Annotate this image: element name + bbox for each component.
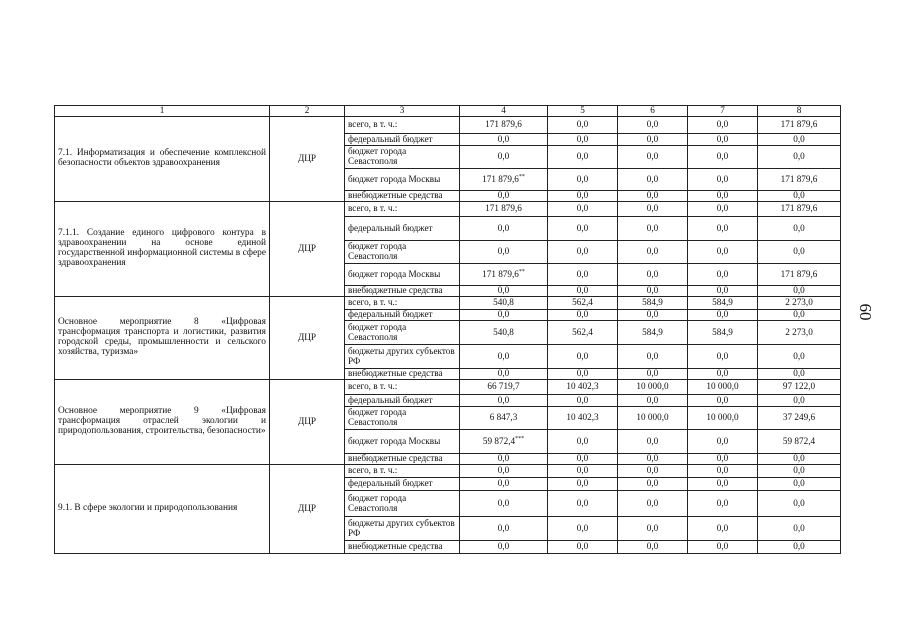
executor: ДЦР xyxy=(270,380,345,465)
amount-cell: 0,0 xyxy=(758,286,841,297)
amount-cell: 2 273,0 xyxy=(758,297,841,310)
funding-source: внебюджетные средства xyxy=(345,191,460,202)
table-row xyxy=(55,380,841,395)
amount-cell: 0,0 xyxy=(460,395,548,407)
funding-source: бюджеты других субъектов РФ xyxy=(345,517,460,541)
column-header: 6 xyxy=(618,106,688,117)
amount-cell: 0,0 xyxy=(758,395,841,407)
funding-source: федеральный бюджет xyxy=(345,478,460,491)
amount-cell: 0,0 xyxy=(688,345,758,369)
funding-source: бюджет города Севастополя xyxy=(345,407,460,430)
amount-cell: 0,0 xyxy=(460,491,548,517)
amount-cell: 0,0 xyxy=(548,146,618,169)
amount-cell: 0,0 xyxy=(460,134,548,146)
funding-source: внебюджетные средства xyxy=(345,369,460,380)
amount-cell: 0,0 xyxy=(688,286,758,297)
amount-cell: 59 872,4*** xyxy=(460,430,548,454)
amount-cell: 540,8 xyxy=(460,297,548,310)
amount-cell: 0,0 xyxy=(758,191,841,202)
amount-cell: 10 000,0 xyxy=(688,380,758,395)
amount-cell: 2 273,0 xyxy=(758,321,841,345)
amount-cell: 0,0 xyxy=(688,264,758,286)
funding-source: всего, в т. ч.: xyxy=(345,380,460,395)
amount-cell: 171 879,6 xyxy=(758,202,841,217)
amount-cell: 171 879,6** xyxy=(460,264,548,286)
amount-cell: 0,0 xyxy=(618,241,688,264)
amount-cell: 0,0 xyxy=(688,369,758,380)
funding-source: федеральный бюджет xyxy=(345,395,460,407)
amount-cell: 0,0 xyxy=(460,478,548,491)
program-name: Основное мероприятие 9 «Цифровая трансформация отраслей экологии и природопользования, строительства, безопасности» xyxy=(55,380,270,465)
funding-source: бюджет города Севастополя xyxy=(345,321,460,345)
column-header: 4 xyxy=(460,106,548,117)
amount-cell: 0,0 xyxy=(688,465,758,478)
amount-cell: 0,0 xyxy=(460,541,548,554)
table-row xyxy=(55,117,841,134)
amount-cell: 0,0 xyxy=(688,478,758,491)
amount-cell: 0,0 xyxy=(460,465,548,478)
amount-cell: 0,0 xyxy=(618,169,688,191)
funding-source: бюджет города Москвы xyxy=(345,264,460,286)
amount-cell: 0,0 xyxy=(688,241,758,264)
column-header: 1 xyxy=(55,106,270,117)
amount-cell: 0,0 xyxy=(758,310,841,321)
amount-cell: 0,0 xyxy=(460,517,548,541)
amount-cell: 0,0 xyxy=(688,134,758,146)
amount-cell: 0,0 xyxy=(548,478,618,491)
program-name: 9.1. В сфере экологии и природопользования xyxy=(55,465,270,554)
amount-cell: 0,0 xyxy=(618,310,688,321)
amount-cell: 0,0 xyxy=(758,517,841,541)
amount-cell: 0,0 xyxy=(460,146,548,169)
funding-source: всего, в т. ч.: xyxy=(345,117,460,134)
amount-cell: 0,0 xyxy=(548,134,618,146)
amount-cell: 0,0 xyxy=(548,345,618,369)
column-header: 8 xyxy=(758,106,841,117)
amount-cell: 37 249,6 xyxy=(758,407,841,430)
funding-source: внебюджетные средства xyxy=(345,286,460,297)
amount-cell: 0,0 xyxy=(688,146,758,169)
amount-cell: 0,0 xyxy=(618,134,688,146)
amount-cell: 0,0 xyxy=(618,369,688,380)
amount-cell: 0,0 xyxy=(548,395,618,407)
amount-cell: 0,0 xyxy=(548,310,618,321)
amount-cell: 0,0 xyxy=(618,478,688,491)
amount-cell: 562,4 xyxy=(548,321,618,345)
amount-cell: 0,0 xyxy=(460,286,548,297)
amount-cell: 0,0 xyxy=(548,117,618,134)
amount-cell: 0,0 xyxy=(618,430,688,454)
funding-source: внебюджетные средства xyxy=(345,541,460,554)
amount-cell: 97 122,0 xyxy=(758,380,841,395)
column-header: 7 xyxy=(688,106,758,117)
amount-cell: 10 000,0 xyxy=(618,380,688,395)
funding-source: всего, в т. ч.: xyxy=(345,465,460,478)
amount-cell: 540,8 xyxy=(460,321,548,345)
amount-cell: 0,0 xyxy=(548,454,618,465)
amount-cell: 0,0 xyxy=(688,202,758,217)
amount-cell: 584,9 xyxy=(618,321,688,345)
amount-cell: 0,0 xyxy=(460,345,548,369)
footnote-mark: ** xyxy=(518,269,525,276)
document-sheet xyxy=(54,105,840,611)
amount-cell: 0,0 xyxy=(758,478,841,491)
amount-cell: 0,0 xyxy=(618,395,688,407)
funding-source: всего, в т. ч.: xyxy=(345,202,460,217)
amount-cell: 584,9 xyxy=(618,297,688,310)
amount-cell: 171 879,6 xyxy=(758,169,841,191)
amount-cell: 562,4 xyxy=(548,297,618,310)
executor: ДЦР xyxy=(270,117,345,202)
amount-cell: 0,0 xyxy=(688,169,758,191)
amount-cell: 0,0 xyxy=(548,465,618,478)
funding-source: бюджет города Севастополя xyxy=(345,491,460,517)
amount-cell: 0,0 xyxy=(618,217,688,241)
amount-cell: 0,0 xyxy=(548,430,618,454)
amount-cell: 0,0 xyxy=(548,369,618,380)
amount-cell: 66 719,7 xyxy=(460,380,548,395)
amount-cell: 0,0 xyxy=(460,310,548,321)
amount-cell: 0,0 xyxy=(758,146,841,169)
amount-cell: 0,0 xyxy=(548,169,618,191)
program-name: 7.1.1. Создание единого цифрового контура в здравоохранении на основе единой государственной информационной системы в сфере здравоохранения xyxy=(55,202,270,297)
amount-cell: 171 879,6 xyxy=(460,202,548,217)
amount-cell: 171 879,6 xyxy=(758,264,841,286)
amount-cell: 0,0 xyxy=(688,310,758,321)
executor: ДЦР xyxy=(270,202,345,297)
column-header: 2 xyxy=(270,106,345,117)
executor: ДЦР xyxy=(270,465,345,554)
amount-cell: 10 000,0 xyxy=(618,407,688,430)
amount-cell: 0,0 xyxy=(618,454,688,465)
amount-cell: 0,0 xyxy=(688,541,758,554)
amount-cell: 0,0 xyxy=(688,517,758,541)
funding-source: бюджет города Севастополя xyxy=(345,146,460,169)
program-name: 7.1. Информатизация и обеспечение комплексной безопасности объектов здравоохранения xyxy=(55,117,270,202)
amount-cell: 0,0 xyxy=(618,517,688,541)
amount-cell: 0,0 xyxy=(548,286,618,297)
amount-cell: 0,0 xyxy=(548,217,618,241)
amount-cell: 171 879,6 xyxy=(460,117,548,134)
amount-cell: 0,0 xyxy=(460,241,548,264)
amount-cell: 0,0 xyxy=(758,369,841,380)
amount-cell: 0,0 xyxy=(548,264,618,286)
amount-cell: 0,0 xyxy=(688,217,758,241)
amount-cell: 0,0 xyxy=(618,146,688,169)
amount-cell: 0,0 xyxy=(688,454,758,465)
amount-cell: 584,9 xyxy=(688,321,758,345)
funding-source: всего, в т. ч.: xyxy=(345,297,460,310)
executor: ДЦР xyxy=(270,297,345,380)
funding-source: федеральный бюджет xyxy=(345,217,460,241)
amount-cell: 0,0 xyxy=(460,454,548,465)
amount-cell: 0,0 xyxy=(618,541,688,554)
amount-cell: 0,0 xyxy=(618,202,688,217)
amount-cell: 0,0 xyxy=(688,430,758,454)
amount-cell: 0,0 xyxy=(758,454,841,465)
funding-source: бюджеты других субъектов РФ xyxy=(345,345,460,369)
amount-cell: 171 879,6** xyxy=(460,169,548,191)
amount-cell: 0,0 xyxy=(758,541,841,554)
amount-cell: 0,0 xyxy=(618,191,688,202)
amount-cell: 0,0 xyxy=(688,395,758,407)
amount-cell: 6 847,3 xyxy=(460,407,548,430)
amount-cell: 0,0 xyxy=(618,465,688,478)
amount-cell: 584,9 xyxy=(688,297,758,310)
funding-source: федеральный бюджет xyxy=(345,310,460,321)
table-row xyxy=(55,297,841,310)
page-number: 60 xyxy=(856,303,875,321)
amount-cell: 0,0 xyxy=(618,264,688,286)
amount-cell: 0,0 xyxy=(618,117,688,134)
amount-cell: 0,0 xyxy=(688,191,758,202)
amount-cell: 0,0 xyxy=(758,345,841,369)
funding-source: бюджет города Москвы xyxy=(345,169,460,191)
amount-cell: 0,0 xyxy=(758,491,841,517)
amount-cell: 0,0 xyxy=(460,217,548,241)
amount-cell: 0,0 xyxy=(460,369,548,380)
amount-cell: 0,0 xyxy=(548,202,618,217)
table-row xyxy=(55,465,841,478)
amount-cell: 0,0 xyxy=(548,541,618,554)
amount-cell: 0,0 xyxy=(758,465,841,478)
footnote-mark: *** xyxy=(515,436,525,443)
amount-cell: 0,0 xyxy=(618,345,688,369)
footnote-mark: ** xyxy=(518,174,525,181)
amount-cell: 0,0 xyxy=(618,491,688,517)
amount-cell: 0,0 xyxy=(688,117,758,134)
amount-cell: 0,0 xyxy=(758,134,841,146)
amount-cell: 0,0 xyxy=(548,491,618,517)
column-header: 3 xyxy=(345,106,460,117)
table-body xyxy=(55,106,841,554)
funding-source: бюджет города Москвы xyxy=(345,430,460,454)
column-number-row xyxy=(55,106,841,117)
column-header: 5 xyxy=(548,106,618,117)
amount-cell: 59 872,4 xyxy=(758,430,841,454)
amount-cell: 0,0 xyxy=(758,217,841,241)
amount-cell: 0,0 xyxy=(548,241,618,264)
table-row xyxy=(55,202,841,217)
amount-cell: 10 402,3 xyxy=(548,407,618,430)
amount-cell: 0,0 xyxy=(548,191,618,202)
amount-cell: 10 000,0 xyxy=(688,407,758,430)
amount-cell: 0,0 xyxy=(688,491,758,517)
amount-cell: 0,0 xyxy=(618,286,688,297)
amount-cell: 10 402,3 xyxy=(548,380,618,395)
amount-cell: 0,0 xyxy=(460,191,548,202)
amount-cell: 171 879,6 xyxy=(758,117,841,134)
amount-cell: 0,0 xyxy=(758,241,841,264)
budget-table xyxy=(54,105,841,554)
funding-source: бюджет города Севастополя xyxy=(345,241,460,264)
funding-source: федеральный бюджет xyxy=(345,134,460,146)
funding-source: внебюджетные средства xyxy=(345,454,460,465)
amount-cell: 0,0 xyxy=(548,517,618,541)
program-name: Основное мероприятие 8 «Цифровая трансформация транспорта и логистики, развития городской среды, промышленности и сельского хозяйства, туризма» xyxy=(55,297,270,380)
